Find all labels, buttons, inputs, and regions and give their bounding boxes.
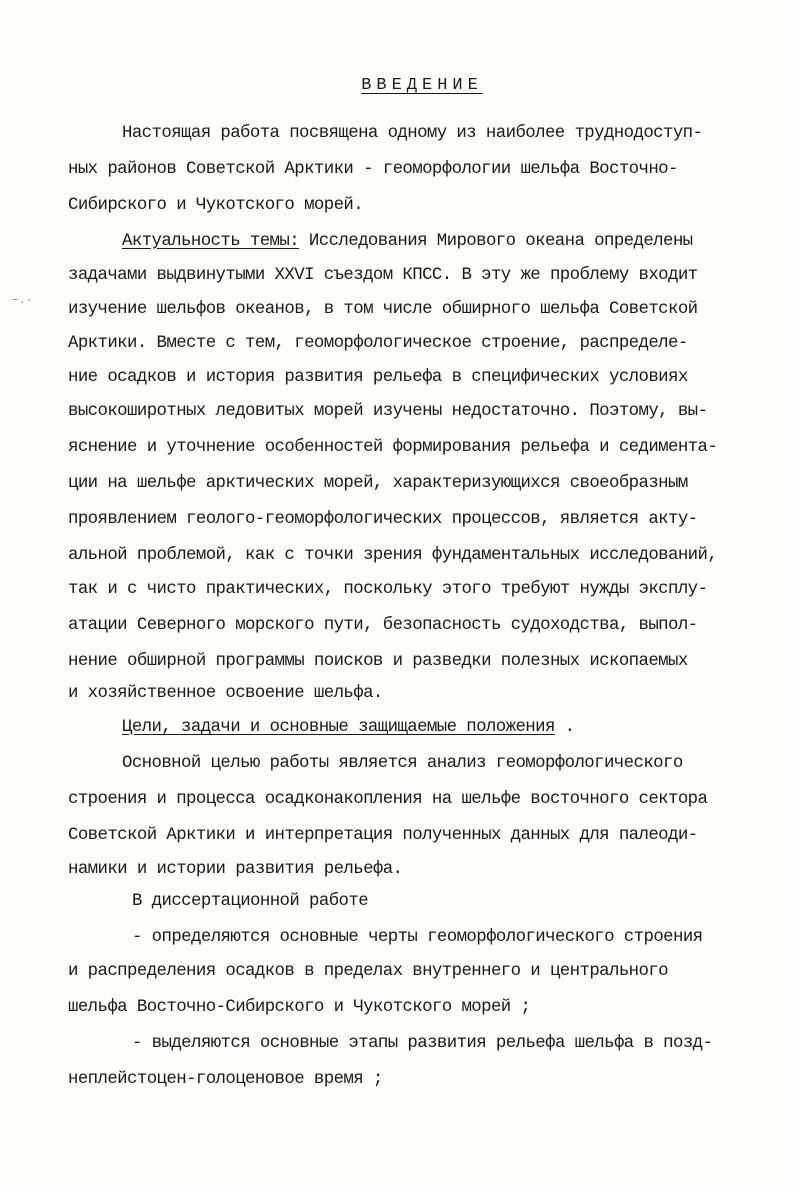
text-line: изучение шельфов океанов, в том числе обширного шельфа Советской <box>68 300 698 319</box>
text-line: Основной целью работы является анализ геоморфологического <box>122 754 683 773</box>
text-line: В диссертационной работе <box>132 892 369 911</box>
margin-mark: ~.· <box>12 296 34 307</box>
text-line: Настоящая работа посвящена одному из наиболее труднодоступ- <box>122 124 703 143</box>
page-title: ВВЕДЕНИЕ <box>361 76 483 95</box>
text-line: Цели, задачи и основные защищаемые положения . <box>122 718 575 737</box>
text-line: - выделяются основные этапы развития рельефа шельфа в позд- <box>132 1034 713 1053</box>
text-line: ние осадков и история развития рельефа в специфических условиях <box>68 368 688 387</box>
text-line: неплейстоцен-голоценовое время ; <box>68 1070 383 1089</box>
text-line: нение обширной программы поисков и разведки полезных ископаемых <box>68 652 688 671</box>
text-line: строения и процесса осадконакопления на шельфе восточного сектора <box>68 790 708 809</box>
heading-relevance: Актуальность темы: <box>122 232 300 251</box>
text-line: и распределения осадков в пределах внутреннего и центрального <box>68 962 669 981</box>
text-line: - определяются основные черты геоморфологического строения <box>132 928 703 947</box>
text-line: атации Северного морского пути, безопасность судоходства, выпол- <box>68 616 698 635</box>
heading-goals: Цели, задачи и основные защищаемые положения <box>122 718 555 737</box>
text-line: Актуальность темы: Исследования Мирового океана определены <box>122 232 693 251</box>
text-line: Арктики. Вместе с тем, геоморфологическое строение, распределе- <box>68 334 688 353</box>
text-line: проявлением геолого-геоморфологических процессов, является акту- <box>68 510 698 529</box>
text-line: альной проблемой, как с точки зрения фундаментальных исследований, <box>68 546 718 565</box>
text-line: ции на шельфе арктических морей, характеризующихся своеобразным <box>68 474 688 493</box>
text-line: и хозяйственное освоение шельфа. <box>68 684 383 703</box>
text-line: намики и истории развития рельефа. <box>68 860 403 879</box>
text-line: высокоширотных ледовитых морей изучены недостаточно. Поэтому, вы- <box>68 402 708 421</box>
text-line: ных районов Советской Арктики - геоморфологии шельфа Восточно- <box>68 160 678 179</box>
text-line: Сибирского и Чукотского морей. <box>68 196 364 215</box>
text-line: Советской Арктики и интерпретация полученных данных для палеоди- <box>68 826 698 845</box>
text-line: так и с чисто практических, поскольку этого требуют нужды эксплу- <box>68 580 708 599</box>
text-line: яснение и уточнение особенностей формирования рельефа и седимента- <box>68 438 718 457</box>
text-line: задачами выдвинутыми XXVI съездом КПСС. В эту же проблему входит <box>68 266 698 285</box>
text-line: шельфа Восточно-Сибирского и Чукотского морей ; <box>68 998 531 1017</box>
